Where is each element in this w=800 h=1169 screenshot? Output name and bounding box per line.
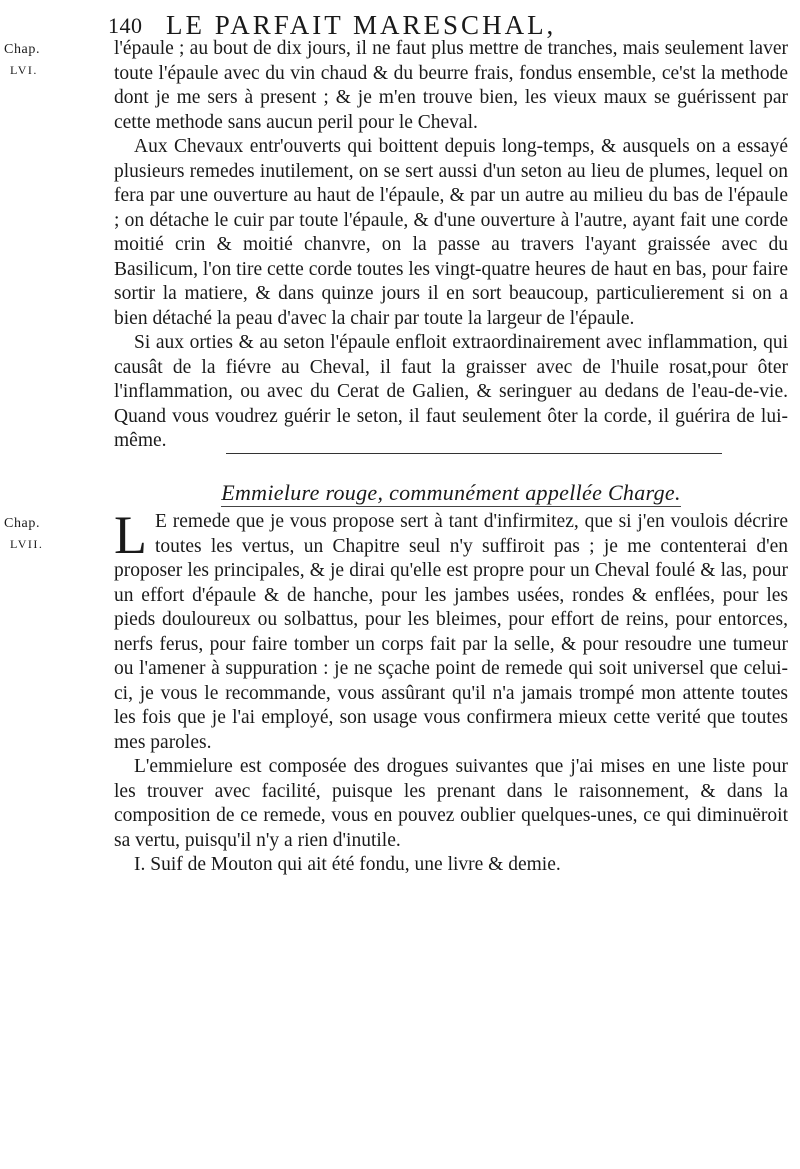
margin-note-chapter-57 [4, 514, 43, 554]
margin-note-number: LVII. [10, 537, 44, 551]
drop-cap: L [114, 505, 147, 565]
chapter-57-text [114, 505, 788, 878]
page-header [108, 10, 778, 40]
chapter-title-text: Emmielure rouge, communément appellée Charge. [221, 480, 681, 505]
paragraph: L'emmielure est composée des drogues suivantes que j'ai mises en une liste pour les trouver avec facilité, puisque les prenant dans le raisonnement, & dans la composition de ce remede, vous en pouvez oublier quelques-unes, ce qui diminuëroit sa vertu, puisqu'il n'y a rien d'inutile. [114, 756, 788, 851]
page-number: 140 [108, 13, 143, 38]
margin-note-label: Chap. [4, 516, 41, 531]
paragraph [114, 505, 788, 755]
paragraph: l'épaule ; au bout de dix jours, il ne faut plus mettre de tranches, mais seulement laver toute l'épaule avec du vin chaud & du beurre frais, fondus ensemble, ce'st la methode dont je me sers à present ; & je m'en trouve bien, les vieux maux se guérissent par cette methode sans aucun peril pour le Cheval. [114, 38, 788, 133]
section-divider [226, 453, 722, 454]
margin-note-chapter-56 [4, 40, 40, 80]
paragraph: I. Suif de Mouton qui ait été fondu, une livre & demie. [134, 854, 561, 875]
margin-note-label: Chap. [4, 42, 41, 57]
running-title: LE PARFAIT MARESCHAL, [166, 10, 557, 40]
paragraph: Aux Chevaux entr'ouverts qui boittent depuis long-temps, & ausquels on a essayé plusieurs remedes inutilement, on se sert aussi d'un seton au lieu de plumes, lequel on fera par une ouverture au haut de l'épaule, & par un autre au milieu du bas de l'épaule ; on détache le cuir par toute l'épaule, & d'une ouverture à l'autre, ayant fait une corde moitié crin & moitié chanvre, on la passe au travers l'ayant graissée avec du Basilicum, l'on tire cette corde toutes les vingt-quatre heures de haut en bas, pour faire sortir la matiere, & dans quinze jours il en sort beaucoup, particulierement si on a bien détaché la peau d'avec la chair par toute la largeur de l'épaule. [114, 136, 788, 329]
paragraph-text: E remede que je vous propose sert à tant d'infirmitez, que si j'en voulois décrire toutes les vertus, un Chapitre seul n'y suffiroit pas ; je me contenterai d'en proposer les principales, & je dirai qu'elle est propre pour un Cheval foulé & las, pour un effort d'épaule & de hanche, pour les jambes usées, rondes & enflées, pour les pieds douloureux ou solbattus, pour les bleimes, pour effort de reins, pour entorces, nerfs ferus, pour faire tomber un corps fait par la selle, & pour resoudre une tumeur ou l'amener à suppuration : je ne sçache point de remede qui soit universel que celui-ci, je vous le recommande, vous assûrant qu'il n'a jamais trompé mon attente toutes les fois que je l'ai employé, son usage vous confirmera mieux cette verité que toutes mes paroles. [114, 511, 788, 753]
margin-note-number: LVI. [10, 63, 38, 77]
paragraph: Si aux orties & au seton l'épaule enfloit extraordinairement avec inflammation, qui causât de la fiévre au Cheval, il faut la graisser avec de l'huile rosat,pour ôter l'inflammation, ou avec du Cerat de Galien, & seringuer au dedans de l'eau-de-vie. Quand vous voudrez guérir le seton, il faut seulement ôter la corde, il guérira de lui-même. [114, 332, 788, 451]
chapter-56-text [114, 37, 788, 454]
chapter-57-title [114, 480, 788, 506]
